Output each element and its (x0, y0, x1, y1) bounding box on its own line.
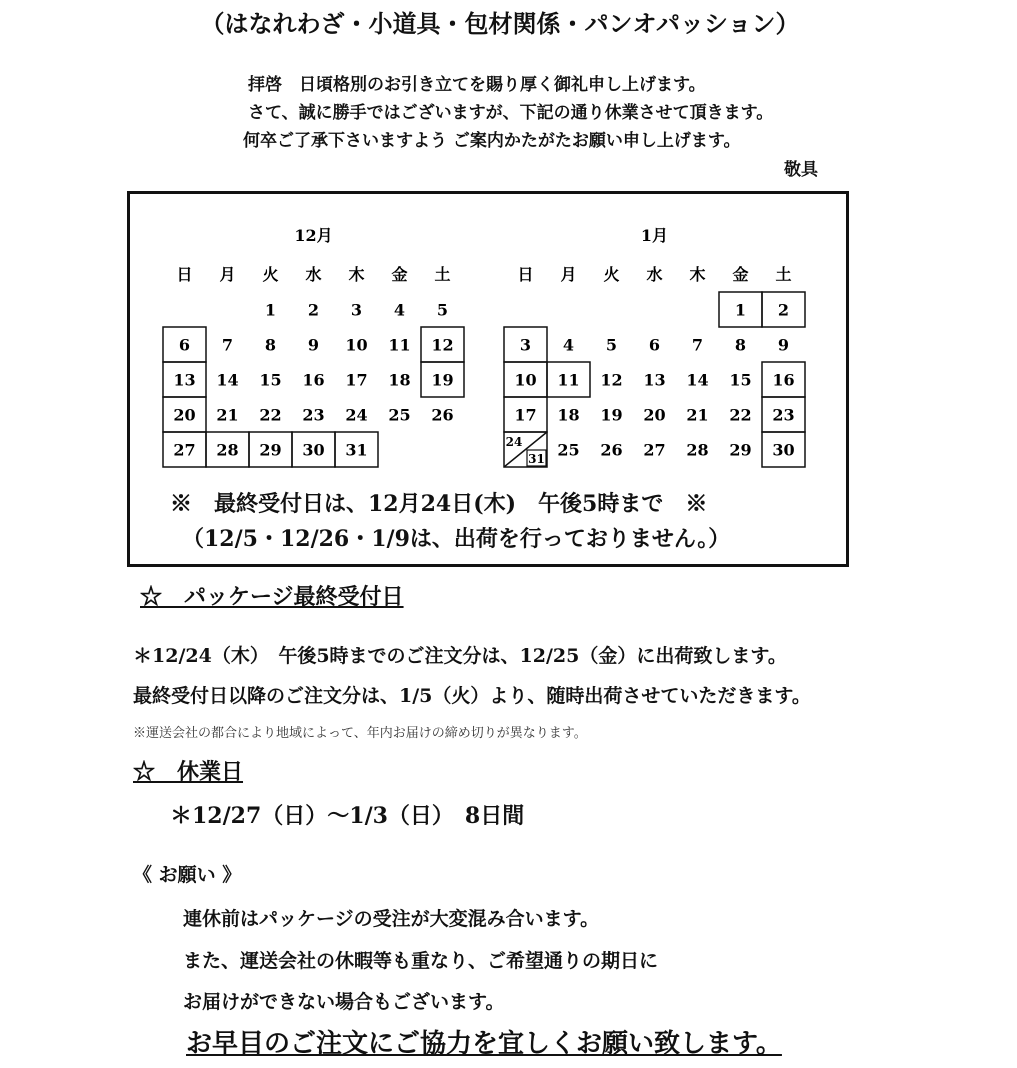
dec-date-4: 4 (393, 300, 406, 320)
greeting-line-2: さて、誠に勝手ではございますが、下記の通り休業させて頂きます。 (248, 103, 774, 123)
dec-weekday-0: 日 (176, 265, 193, 284)
jan-weekday-2: 火 (603, 265, 620, 284)
request-line-2: また、運送会社の休暇等も重なり、ご希望通りの期日に (183, 950, 659, 972)
jan-date-26: 26 (600, 440, 623, 460)
calendar-notice-no-shipping: （12/5・12/26・1/9は、出荷を行っておりません。） (182, 526, 731, 552)
calendar-notice-deadline: ※ 最終受付日は、12月24日(木) 午後5時まで ※ (170, 491, 708, 517)
dec-weekday-5: 金 (391, 265, 408, 284)
jan-date-23: 23 (772, 405, 795, 425)
jan-date-25: 25 (557, 440, 580, 460)
jan-date-15: 15 (729, 370, 752, 390)
request-line-3: お届けができない場合もございます。 (183, 991, 505, 1013)
dec-date-10: 10 (345, 335, 368, 355)
jan-weekday-3: 水 (646, 265, 663, 284)
jan-date-17: 17 (514, 405, 537, 425)
request-heading: 《 お願い 》 (133, 864, 242, 886)
dec-date-21: 21 (216, 405, 239, 425)
dec-weekday-6: 土 (434, 265, 451, 284)
greeting-closing: 敬具 (784, 160, 818, 180)
dec-date-17: 17 (345, 370, 368, 390)
request-line-1: 連休前はパッケージの受注が大変混み合います。 (183, 908, 600, 930)
dec-weekday-1: 月 (219, 265, 236, 284)
dec-date-12: 12 (431, 335, 454, 355)
jan-date-9: 9 (777, 335, 790, 355)
dec-date-27: 27 (173, 440, 196, 460)
dec-date-25: 25 (388, 405, 411, 425)
dec-date-18: 18 (388, 370, 411, 390)
dec-weekday-4: 木 (348, 265, 365, 284)
dec-date-24: 24 (345, 405, 368, 425)
dec-date-29: 29 (259, 440, 282, 460)
dec-date-23: 23 (302, 405, 325, 425)
dec-date-3: 3 (350, 300, 363, 320)
dec-date-26: 26 (431, 405, 454, 425)
jan-date-11: 11 (557, 370, 580, 390)
holiday-heading: ☆ 休業日 (133, 759, 244, 785)
greeting-line-1: 拝啓 日頃格別のお引き立てを賜り厚く御礼申し上げます。 (248, 75, 706, 95)
dec-weekday-3: 水 (305, 265, 322, 284)
dec-date-11: 11 (388, 335, 411, 355)
package-deadline-line-2: 最終受付日以降のご注文分は、1/5（火）より、随時出荷させていただきます。 (133, 685, 811, 707)
dec-date-30: 30 (302, 440, 325, 460)
dec-date-2: 2 (307, 300, 320, 320)
dec-month-label: 12月 (294, 226, 333, 245)
dec-date-20: 20 (173, 405, 196, 425)
jan-weekday-6: 土 (775, 265, 792, 284)
jan-weekday-1: 月 (560, 265, 577, 284)
document-subtitle: （はなれわざ・小道具・包材関係・パンオパッション） (200, 9, 800, 38)
dec-date-1: 1 (264, 300, 277, 320)
jan-date-24: 24 (505, 435, 523, 449)
jan-date-20: 20 (643, 405, 666, 425)
dec-weekday-2: 火 (262, 265, 279, 284)
greeting-line-3: 何卒ご了承下さいますよう ご案内かたがたお願い申し上げます。 (243, 131, 741, 151)
package-deadline-note: ※運送会社の都合により地域によって、年内お届けの締め切りが異なります。 (133, 726, 587, 741)
dec-date-6: 6 (178, 335, 191, 355)
jan-date-31: 31 (528, 452, 545, 466)
dec-date-13: 13 (173, 370, 196, 390)
jan-date-27: 27 (643, 440, 666, 460)
dec-date-22: 22 (259, 405, 282, 425)
jan-weekday-4: 木 (689, 265, 706, 284)
dec-date-15: 15 (259, 370, 282, 390)
jan-date-18: 18 (557, 405, 580, 425)
dec-date-31: 31 (345, 440, 368, 460)
jan-date-19: 19 (600, 405, 623, 425)
jan-date-13: 13 (643, 370, 666, 390)
dec-date-28: 28 (216, 440, 239, 460)
holiday-calendar-box (127, 191, 849, 567)
dec-date-9: 9 (307, 335, 320, 355)
dec-date-14: 14 (216, 370, 239, 390)
jan-date-6: 6 (648, 335, 661, 355)
jan-date-16: 16 (772, 370, 795, 390)
jan-weekday-5: 金 (732, 265, 749, 284)
jan-date-29: 29 (729, 440, 752, 460)
package-deadline-line-1: ＊12/24（木） 午後5時までのご注文分は、12/25（金）に出荷致します。 (133, 645, 787, 667)
dec-date-16: 16 (302, 370, 325, 390)
dec-date-7: 7 (221, 335, 234, 355)
jan-date-22: 22 (729, 405, 752, 425)
dec-date-5: 5 (436, 300, 449, 320)
jan-date-28: 28 (686, 440, 709, 460)
request-closing-message: お早目のご注文にご協力を宜しくお願い致します。 (186, 1029, 782, 1059)
dec-date-8: 8 (264, 335, 277, 355)
dec-date-19: 19 (431, 370, 454, 390)
jan-date-5: 5 (605, 335, 618, 355)
jan-date-10: 10 (514, 370, 537, 390)
jan-month-label: 1月 (640, 226, 669, 245)
jan-date-12: 12 (600, 370, 623, 390)
jan-date-3: 3 (519, 335, 532, 355)
jan-date-8: 8 (734, 335, 747, 355)
jan-date-4: 4 (562, 335, 575, 355)
jan-date-14: 14 (686, 370, 709, 390)
holiday-period: ＊12/27（日）～1/3（日） 8日間 (170, 803, 525, 829)
jan-date-21: 21 (686, 405, 709, 425)
jan-date-1: 1 (734, 300, 747, 320)
package-deadline-heading: ☆ パッケージ最終受付日 (140, 584, 404, 610)
jan-weekday-0: 日 (517, 265, 534, 284)
jan-date-2: 2 (777, 300, 790, 320)
jan-date-30: 30 (772, 440, 795, 460)
jan-date-7: 7 (691, 335, 704, 355)
